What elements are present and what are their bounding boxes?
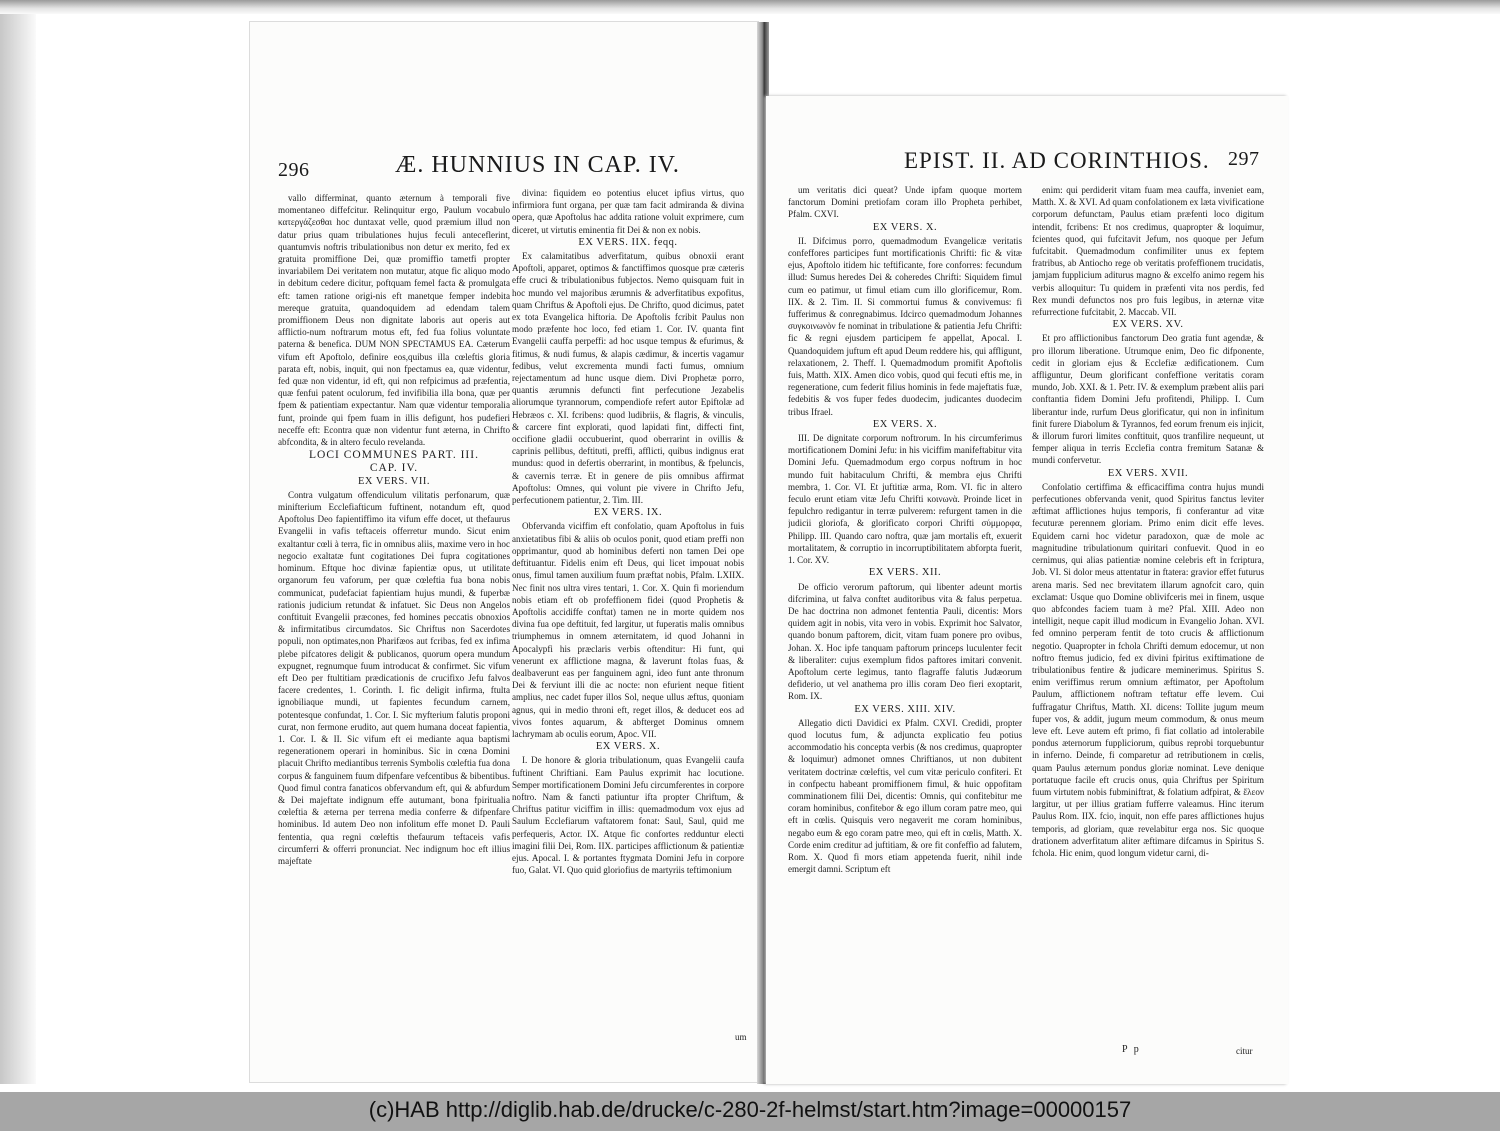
signature-mark: P p <box>1122 1044 1141 1055</box>
paragraph: Confolatio certiffima & efficaciffima contra hujus mundi perfecutiones obfervanda venit, quod Spiritus fanctus leviter æftimat afflictiones hujus temporis, fi conferantur ad vitæ fecuturæ perennem gloriam. Primo enim dicit effe leves. Equidem carni hoc videtur paradoxon, quæ de mole ac magnitudine tribulationum quiritari confuevit. Quod in eo cernimus, qui alias patientiæ nomine celebris eft in fcriptura, Job. VI. Si dolor meus attentatur in ftatera: gravior effet futurus arena maris. Sed nec brevitatem illarum agnofcit caro, quin exclamat: Usque quo Domine oblivifceris mei in finem, usque quo abfcondes faciem tuam à me? Pfal. XIII. Adeo non intelligit, neque capit illud modicum in Evangelio Johan. XVI. fed omnino perperam fentit de toto crucis & afflictionum negotio. Quapropter in fchola Chrifti demum edocemur, ut non noftro ftemus judicio, fed ex divini fpiritus exiftimatione de tribulationibus fentire & judicare meminerimus. Spiritus S. enim veriffimus rerum omnium æftimator, per Apoftolum Paulum, afflictionem noftram teftatur effe levem. Cui fuffragatur Chriftus, Matth. XI. dicens: Tollite jugum meum fuper vos, & addit, jugum meum commodum, & onus meum leve eft. Leve autem eft primo, fi fiat collatio ad intolerabile pondus æternorum fuppliciorum, quibus reprobi torquebuntur in inferno. Deinde, fi comparetur ad retributionem in cœlis, quam Paulus æternum pondus gloriæ nominat. Leve denique portatuque facile eft crucis onus, quia Chriftus per Spiritum fuum virtutem nobis fubminiftrat, & folatium adfpirat, & ἔλεον largitur, ut per illius gratiam fufferre valeamus. Hinc iterum Paulus Rom. IIX. fcio, inquit, non effe pares afflictiones hujus temporis, ad gloriam, quæ revelabitur erga nos. Sic quoque drationem adverfitatum aliter æftimare difcamus in Spiritus S. fchola. Hic enim, quod longum videtur carni, di- <box>1032 481 1264 858</box>
running-title-left: Æ. HUNNIUS IN CAP. IV. <box>395 152 680 178</box>
catchword-left: um <box>735 1032 747 1042</box>
page-number-right: 297 <box>1228 148 1260 170</box>
section-heading: EX VERS. X. <box>872 221 938 233</box>
section-heading: EX VERS. VII. <box>357 475 431 487</box>
section-heading: EX VERS. XIII. XIV. <box>854 703 956 715</box>
running-title-right: EPIST. II. AD CORINTHIOS. <box>904 148 1210 173</box>
paragraph: Et pro afflictionibus fanctorum Deo gratia funt agendæ, & pro illorum liberatione. Utrumque enim, Deo fic difponente, cedit in gloriam ejus & Ecclefiæ ædificationem. Cum affliguntur, Deum glorificant confeffione veritatis coram mundo, Job. XXI. & 1. Petr. IV. & exemplum præbent aliis pari conftantia fidem Domini Jefu profitendi, Philipp. I. Cum liberantur inde, rurfum Deus glorificatur, qui non in infinitum finit furere Diabolum & Tyrannos, fed eorum frenum eis injicit, & illorum furori limites conftituit, quos tranfilire nequeunt, ut femper aliqua in terris Ecclefia contra fremitum Satanæ & mundi confervetur. <box>1032 333 1264 466</box>
paragraph: III. De dignitate corporum noftrorum. In his circumferimus mortificationem Domini Jefu: in his viciffim manifeftabitur vita Domini Jefu. Quemadmodum ergo corpus noftrum in hoc mundo fuit habitaculum Chrifti, & membra ejus Chrifti membra, 1. Cor. VI. Et juftitiæ arma, Rom. VI. fic in altero feculo erunt etiam vitæ Jefu Chrifti κοινωνὰ. Proinde licet in fepulchro redigantur in terræ pulverem: refurgent tamen in die judicii gloriofa, & glorificato corpori Chrifti σύμμορφα, Philipp. III. Quando caro noftra, quæ jam mortalis eft, exuerit mortalitatem, & corruptio in incorruptibilitatem abforpta fuerit, 1. Cor. XV. <box>788 433 1022 566</box>
right-page <box>766 96 1288 1084</box>
section-heading: EX VERS. XV. <box>1112 319 1184 331</box>
section-heading: EX VERS. XVII. <box>1107 467 1189 479</box>
section-heading: LOCI COMMUNES PART. III. <box>309 449 479 462</box>
footer-credit: (c)HAB http://diglib.hab.de/drucke/c-280-2f-helmst/start.htm?image=00000157 <box>368 1097 1132 1122</box>
section-heading: EX VERS. X. <box>595 741 661 753</box>
paragraph: I. De honore & gloria tribulationum, quas Evangelii caufa fuftinent Chriftiani. Eam Paulus exprimit hac locutione. Semper mortificationem Domini Jefu circumferentes in corpore noftro. Nam & fancti patiuntur ifta propter Chriftum, & Chriftus patitur viciffim in illis: quemadmodum vox ejus ad Saulum Ecclefiarum vaftatorem fonat: Saul, Saul, quid me perfequeris, Actor. IX. Atque fic confortes redduntur electi imagini filii Dei, Rom. IIX. participes afflictionum & patientiæ ejus. Apocal. I. & portantes ftygmata Domini Jefu in corpore fuo, Galat. VI. Quo quid gloriofius de martyriis teftimonium <box>512 755 744 876</box>
paragraph: vallo differminat, quanto æternum à temporali five momentaneo diffefcitur. Relinquitur ergo, Paulum vocabulo κατεργάζεσθαι hoc duntaxat velle, quod præmium illud non datur prius quam tribulationes hujus feculi anteceflerint, quantumvis noftris tribulationibus non detur ex merito, fed ex gratuita promiffione Dei, quæ promiffio tametfi propter invariabilem Dei veritatem non mutatur, atque fic aliquo modo in debitum cedere dicitur, poftquam femel facta & promulgata eft: tamen ratione origi-nis eft manetque femper indebita mereque gratuita, quandoquidem ad edendam talem promiffionem Deus non dignitate laboris aut operis aut afflictio-num noftrarum motus eft, fed fua folius voluntate paterna & benefica. DUM NON SPECTAMUS EA. Cæterum vifum eft Apoftolo, definire eos,quibus illa cœleftis gloria parata eft, nobis, inquit, qui non fpectamus ea, quæ videntur, fed quæ non videntur, id eft, qui non refpicimus ad præfentia, quæ fenfui patent oculorum, fed invifibilia illa bona, quæ per fpem & patientiam expectantur. Nam quæ videntur temporalia funt, proinde qui fpem fuam in illis defigunt, hos pudefieri neceffe eft: Econtra quæ non videntur funt æterna, in Chrifto abfcondita, & in altero feculo revelanda. <box>278 193 510 448</box>
right-page-column-2 <box>1032 184 1264 1032</box>
paragraph: um veritatis dici queat? Unde ipfam quoque mortem fanctorum Domini pretiofam coram illo Propheta perhibet, Pfalm. CXVI. <box>788 185 1022 220</box>
paragraph: De officio verorum paftorum, qui libenter adeunt mortis difcrimina, ut falva conftet auditoribus vita & falus perpetua. De hac doctrina non admonet fententia Pauli, dicentis: Mors quidem agit in nobis, vita vero in vobis. Exprimit hoc Salvator, quando bonum paftorem, dicit, vitam fuam ponere pro ovibus, Johan. X. Hoc ipfe tanquam paftorum princeps luculenter fecit & liberaliter: cujus exemplum fidos paftores imitari convenit. Apoftolum certe legimus, tanto flagraffe falutis Judæorum defiderio, ut vel anathema pro illis coram Deo fieri exoptarit, Rom. IX. <box>788 581 1022 702</box>
section-heading: EX VERS. X. <box>872 418 938 430</box>
paragraph: Ex calamitatibus adverfitatum, quibus obnoxii erant Apoftoli, apparet, optimos & fanctiffimos quosque præ cæteris effe cruci & tribulationibus fubjectos. Nemo quisquam fuit in hoc mundo vel majoribus ærumnis & adverfitatibus expofitus, quam Chriftus & Apoftoli ejus. De Chrifto, quod dicimus, patet ex tota Evangelica hiftoria. De Apoftolis fcribit Paulus non modo præfente hoc loco, fed etiam 1. Cor. IV. quanta fint Evangelii cauffa perpeffi: ad hoc usque tempus & efurimus, & fitimus, & nudi fumus, & alapis cædimur, & incertis vagamur fedibus, velut excrementa mundi facti fumus, omnium rejectamentum ad hunc usque diem. Divi Prophetæ porro, quantis ærumnis defuncti fint perfecutione Jezabelis aliorumque tyrannorum, compendiofe refert autor Epiftolæ ad Hebræos c. XI. fcribens: quod ludibriis, & flagris, & vinculis, & carcere fint explorati, quod lapidati fint, diffecti fint, occifione gladii occubuerint, quod oberrarint in ovillis & caprinis pellibus, deftituti, preffi, afflicti, quibus indignus erat mundus: quod in defertis oberrarint, in montibus, & fpeluncis, & cavernis terræ. Et in genere de piis omnibus affirmat Apoftolus: Omnes, qui volunt pie vivere in Chrifto Jefu, perfecutionem patientur, 2. Tim. III. <box>512 251 744 506</box>
left-page-column-1 <box>278 192 510 1042</box>
scan-edge <box>0 0 1500 14</box>
section-heading: CAP. IV. <box>369 462 419 475</box>
catchword-right: citur <box>1236 1046 1253 1056</box>
paragraph: II. Difcimus porro, quemadmodum Evangelicæ veritatis confeffores participes funt mortificationis Chrifti: fic & vitæ ejus, Apoftolo itidem hic teftificante, fore conforres: fecundum illud: Sumus heredes Dei & coheredes Chrifti: Siquidem fimul cum eo patimur, ut fimul etiam cum illo glorificemur, Rom. IIX. & 2. Tim. II. Si commortui fumus & convivemus: fi fufferimus & conregnabimus. Idcirco quemadmodum Johannes συγκοινωνὸν fe nominat in tribulatione & patientia Jefu Chrifti: fic & regni ejusdem participem fe appellat, Apocal. I. Quandoquidem juftum eft apud Deum reddere his, qui affligunt, relaxationem, 2. Theff. I. Quemadmodum promifit Apoftolis fuis, Matth. XIX. Amen dico vobis, quod qui fecuti eftis me, in regeneratione, cum federit filius hominis in fede majeftatis fuæ, fedebitis & vos fuper fedes duodecim, judicantes duodecim tribus Ifrael. <box>788 235 1022 417</box>
paragraph: Contra vulgatum offendiculum vilitatis perfonarum, quæ minifterium Ecclefiafticum fuftinent, notandum eft, quod Apoftolus Deo fapientiffimo ita vifum effe docet, ut thefaurus Evangelii in vafis teftaceis offerretur mundo. Sicut enim exaltantur cœli à terra, fic in omnibus aliis, maxime vero in hoc negocio exaltatæ funt cogitationes Dei fupra cogitationes hominum. Eftque hoc divinæ fapientiæ opus, ut utilitate organorum feu vaforum, per quæ cœleftia fua bona nobis communicat, pudefaciat fapientiam hujus mundi, & fuperbæ rationis judicium retundat & infatuet. Sic Deus non Angelos conftituit Evangelii præcones, fed homines peccatis obnoxios & infirmitatibus circumdatos. Sic Chriftus non Sacerdotes populi, non optimates,non Pharifæos aut fcribas, fed ex infima plebe pifcatores deligit & publicanos, quorum opera mundum expugnet, regnumque fuum introducat & confirmet. Sic vifum eft Deo per ftultitiam prædicationis de crucifixo Jefu falvos facere credentes, 1. Corinth. I. fic deligit infirma, ftulta ignobiliaque mundi, ut fapientes fecundum carnem, potentesque confundat, 1. Cor. I. Sic myfterium falutis proponi curat, non fermone erudito, aut quem humana doceat fapientia, 1. Cor. I. & II. Sic vifum eft ei mediante aqua baptismi regenerationem operari in hominibus. Sic in cœna Domini placuit Chrifto mediantibus terrenis Symbolis cœleftia fua dona corpus & fanguinem fuum difpenfare vefcentibus & bibentibus. Quod fimul contra fanaticos obfervandum eft, qui & abfurdum & Dei majeftate indignum effe autumant, bona fpiritualia cœleftia & æterna per terrena media conferre & difpenfare hominibus. Id autem Deo non infolitum effe monet D. Pauli fententia, qua regni cœleftis thefaurum teftaceis vafis circumferri & offerri pronunciat. Nec indignum hoc eft illius majeftate <box>278 489 510 866</box>
page-number-left: 296 <box>278 159 310 181</box>
left-page-column-2 <box>512 187 744 1047</box>
section-heading: EX VERS. XII. <box>868 567 942 579</box>
scan-shadow <box>0 14 36 1084</box>
section-heading: EX VERS. IIX. feqq. <box>578 236 678 248</box>
paragraph: divina: fiquidem eo potentius elucet ipfius virtus, quo infirmiora funt organa, per quæ tam facit admiranda & divina opera, quæ Apoftolus hac addita ratione voluit exprimere, cum diceret, ut virtutis eminentia fit Dei & non ex nobis. <box>512 188 744 235</box>
paragraph: Allegatio dicti Davidici ex Pfalm. CXVI. Credidi, propter quod locutus fum, & adjuncta explicatio feu potius accommodatio his concepta verbis (& nos credimus, quapropter & loquimur) admonet omnes Chriftianos, ut non dubitent veritatem doctrinæ cœleftis, vel cum vitæ periculo confiteri. Et in confpectu habeant promiffionem fimul, & huic oppofitam comminationem filii Dei, dicentis: Omnis, qui confitebitur me coram hominibus, confitebor & ego illum coram patre meo, qui eft in cœlis. Quisquis vero negaverit me coram hominibus, negabo eum & ego coram patre meo, qui eft in cœlis, Matth. X. Corde enim creditur ad juftitiam, & ore fit confeffio ad falutem, Rom. X. Quod fi mors etiam appetenda fuerit, nihil inde emergit damni. Scriptum eft <box>788 717 1022 875</box>
paragraph: Obfervanda viciffim eft confolatio, quam Apoftolus in fuis anxietatibus fibi & aliis ob oculos ponit, quod etiam preffi non opprimantur, quod ab hominibus deferti non tamen Dei ope deftituantur. Fidelis enim eft Deus, qui licet impouat nobis onus, fimul tamen auxilium fuum præftat nobis, Pfalm. LXIIX. Nec finit nos ultra vires tentari, 1. Cor. X. Quin fi moriendum nobis etiam eft ob profeffionem fidei (quod Prophetis & Apoftolis accidiffe conftat) tamen ne in morte quidem nos divina fua ope deftituit, fed largitur, ut fuperatis malis omnibus triumphemus in omnem æternitatem, id quod Johanni in Apocalypfi his præclaris verbis oftenditur: Hi funt, qui venerunt ex afflictione magna, & laverunt ftolas fuas, & dealbaverunt eas per fanguinem agni, ideo funt ante thronum Dei & ferviunt illi die ac nocte: non efurient neque fitient amplius, nec cadet fuper illos Sol, neque ullus æftus, quoniam agnus, qui in medio throni eft, reget illos, & deducet eos ad vivos fontes aquarum, & abfterget Dominus omnem lachrymam ab oculis eorum, Apoc. VII. <box>512 521 744 739</box>
left-page <box>250 22 758 1082</box>
paragraph: enim: qui perdiderit vitam fuam mea cauffa, inveniet eam, Matth. X. & XVI. Ad quam confolationem ex læta vivificatione corporum defunctam, Paulus etiam præfenti loco digitum intendit, fcribens: Et nos credimus, quapropter & loquimur, fcientes quod, qui fufcitavit Jefum, nos quoque per Jefum fufcitabit. Quemadmodum confimiliter unus ex feptem fratribus, ab Antiocho rege ob veritatis profeffionem trucidatis, jamjam fupplicium aditurus magno & excelfo animo regem his verbis alloquitur: Tu quidem in præfenti vita nos perdis, fed Rex mundi defunctos nos pro fuis legibus, in æternæ vitæ refurrectione fufcitabit, 2. Maccab. VII. <box>1032 185 1264 318</box>
right-page-column-1 <box>788 184 1022 1046</box>
section-heading: EX VERS. IX. <box>593 507 663 519</box>
